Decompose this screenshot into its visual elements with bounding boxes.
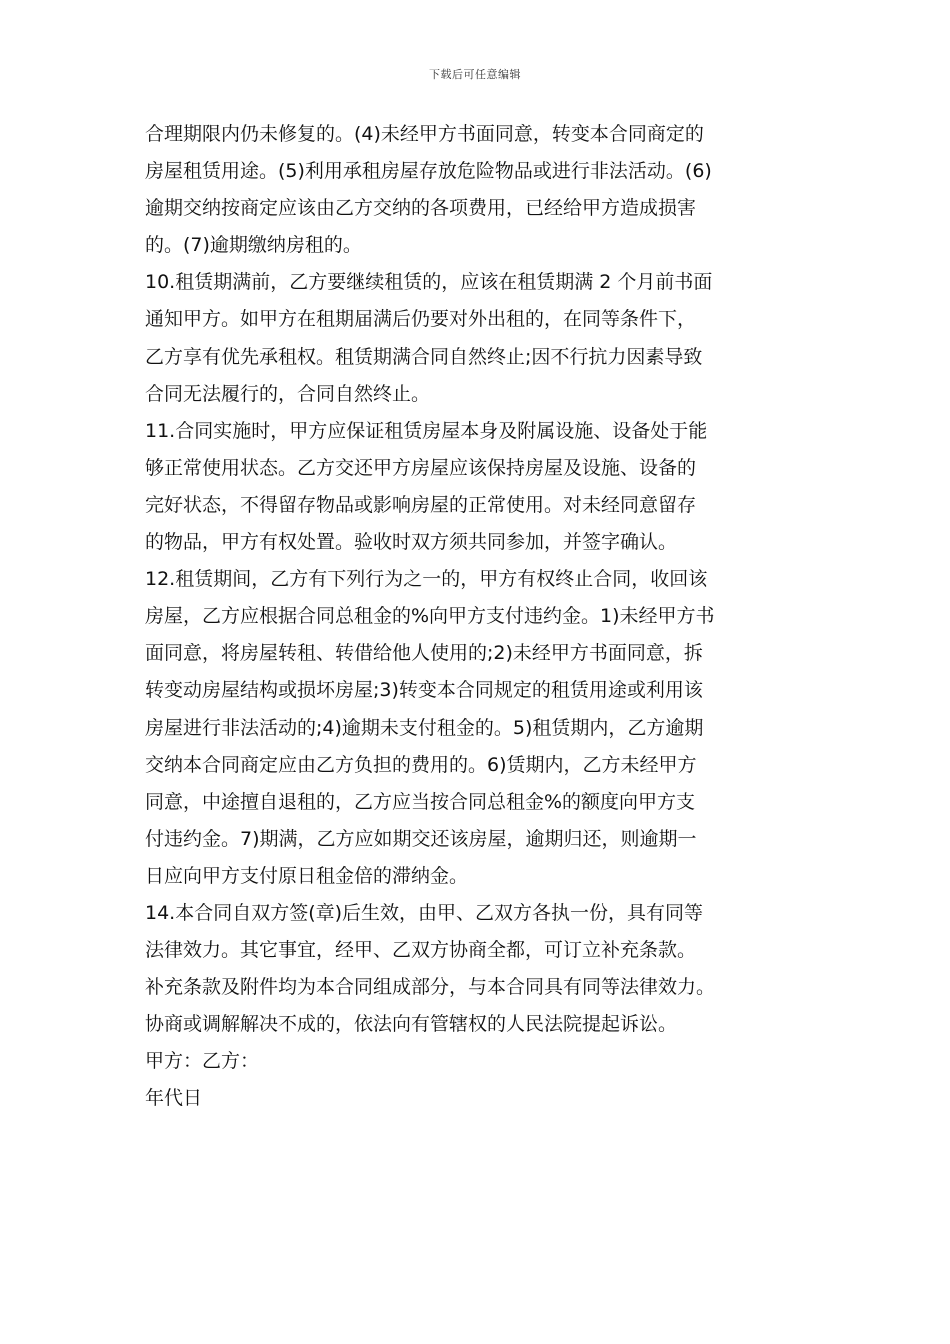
- clause-12-line: 日应向甲方支付原日租金倍的滞纳金。: [145, 864, 469, 887]
- clause-12-line: 面同意，将房屋转租、转借给他人使用的;2)未经甲方书面同意，拆: [145, 642, 703, 665]
- paragraph-line: 的。(7)逾期缴纳房租的。: [145, 234, 362, 257]
- clause-11-line: 完好状态，不得留存物品或影响房屋的正常使用。对未经同意留存: [145, 493, 697, 516]
- clause-14-line: 协商或调解解决不成的，依法向有管辖权的人民法院提起诉讼。: [145, 1013, 678, 1036]
- clause-12-line: 交纳本合同商定应由乙方负担的费用的。6)赁期内，乙方未经甲方: [145, 753, 697, 776]
- signature-parties-line: 甲方：乙方：: [145, 1050, 260, 1073]
- clause-12-line: 转变动房屋结构或损坏房屋;3)转变本合同规定的租赁用途或利用该: [145, 679, 703, 702]
- paragraph-line: 逾期交纳按商定应该由乙方交纳的各项费用，已经给甲方造成损害: [145, 197, 697, 220]
- clause-12-line: 付违约金。7)期满，乙方应如期交还该房屋，逾期归还，则逾期一: [145, 827, 697, 850]
- page-header-note: 下载后可任意编辑: [429, 68, 521, 81]
- clause-11-line: 的物品，甲方有权处置。验收时双方须共同参加，并签字确认。: [145, 531, 678, 554]
- clause-14-line: 补充条款及附件均为本合同组成部分，与本合同具有同等法律效力。: [145, 976, 716, 999]
- clause-10-line: 通知甲方。如甲方在租期届满后仍要对外出租的，在同等条件下，: [145, 308, 697, 331]
- clause-10-line: 10.租赁期满前，乙方要继续租赁的，应该在租赁期满 2 个月前书面: [145, 271, 713, 294]
- clause-12-line: 房屋，乙方应根据合同总租金的%向甲方支付违约金。1)未经甲方书: [145, 605, 715, 628]
- clause-14-line: 法律效力。其它事宜，经甲、乙双方协商全都，可订立补充条款。: [145, 939, 697, 962]
- paragraph-line: 合理期限内仍未修复的。(4)未经甲方书面同意，转变本合同商定的: [145, 123, 704, 145]
- clause-12-line: 同意，中途擅自退租的，乙方应当按合同总租金%的额度向甲方支: [145, 790, 696, 813]
- contract-body: [145, 116, 813, 1118]
- signature-date-line: 年代日: [145, 1087, 203, 1110]
- clause-10-line: 乙方享有优先承租权。租赁期满合同自然终止;因不行抗力因素导致: [145, 345, 703, 368]
- clause-10-line: 合同无法履行的，合同自然终止。: [145, 382, 431, 405]
- paragraph-line: 房屋租赁用途。(5)利用承租房屋存放危险物品或进行非法活动。(6): [145, 160, 712, 183]
- clause-11-line: 11.合同实施时，甲方应保证租赁房屋本身及附属设施、设备处于能: [145, 419, 708, 442]
- clause-11-line: 够正常使用状态。乙方交还甲方房屋应该保持房屋及设施、设备的: [145, 456, 697, 479]
- clause-12-line: 12.租赁期间，乙方有下列行为之一的，甲方有权终止合同，收回该: [145, 568, 708, 591]
- clause-12-line: 房屋进行非法活动的;4)逾期未支付租金的。5)租赁期内，乙方逾期: [145, 716, 704, 739]
- clause-14-line: 14.本合同自双方签(章)后生效，由甲、乙双方各执一份，具有同等: [145, 901, 704, 924]
